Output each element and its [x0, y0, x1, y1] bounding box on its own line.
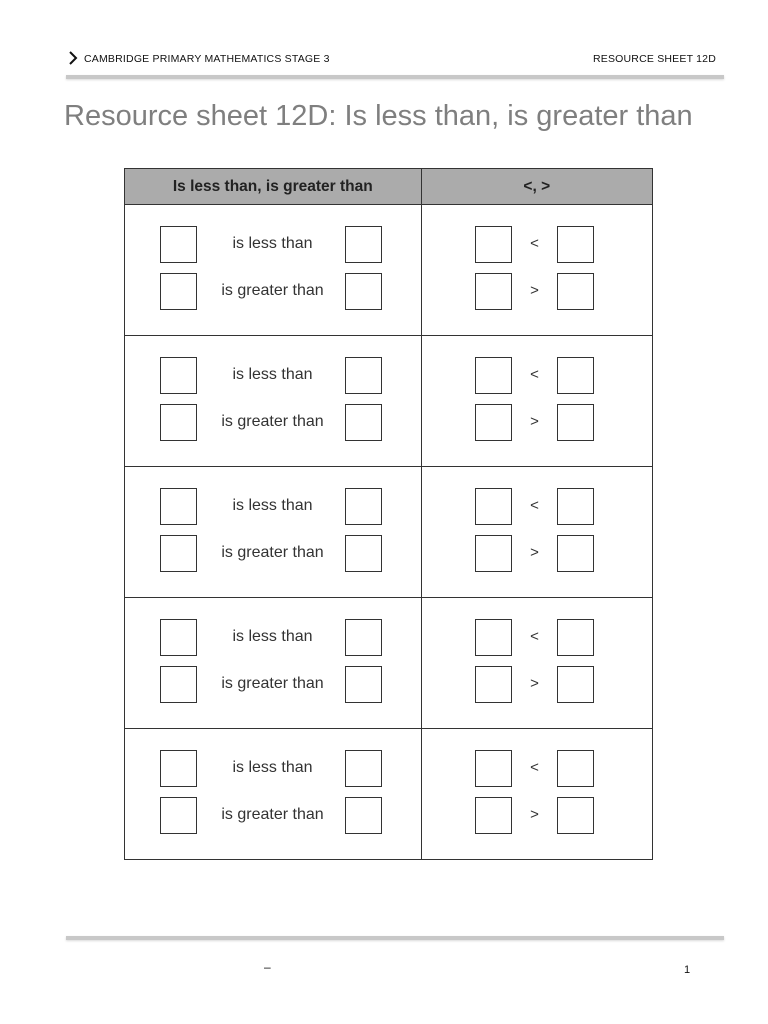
comparison-phrase: is less than: [232, 759, 313, 776]
answer-box[interactable]: [557, 357, 594, 394]
comparison-sentence: [125, 666, 421, 706]
comparison-symbol: <: [530, 759, 539, 776]
answer-box[interactable]: [557, 797, 594, 834]
page-number: 1: [684, 964, 691, 976]
answer-box[interactable]: [160, 404, 197, 441]
answer-box[interactable]: [345, 488, 382, 525]
comparison-symbol: >: [530, 806, 539, 823]
table-row: [125, 729, 653, 860]
answer-box[interactable]: [160, 535, 197, 572]
comparison-sentence: [125, 619, 421, 659]
answer-box[interactable]: [557, 404, 594, 441]
comparison-phrase: is greater than: [221, 544, 324, 561]
comparison-phrase: is greater than: [221, 675, 324, 692]
comparison-expression: [422, 273, 652, 313]
comparison-symbol: <: [530, 497, 539, 514]
answer-box[interactable]: [475, 357, 512, 394]
table-header-row: [125, 169, 653, 205]
comparison-sentence: [125, 226, 421, 266]
comparison-symbol: <: [530, 628, 539, 645]
comparison-symbol: >: [530, 282, 539, 299]
comparison-symbol: >: [530, 413, 539, 430]
symbols-cell: [421, 205, 652, 336]
page-header: [64, 50, 716, 70]
words-cell: [125, 467, 422, 598]
chevron-right-icon: [67, 51, 79, 65]
answer-box[interactable]: [557, 488, 594, 525]
series-title: CAMBRIDGE PRIMARY MATHEMATICS STAGE 3: [84, 53, 330, 65]
answer-box[interactable]: [475, 226, 512, 263]
comparison-expression: [422, 619, 652, 659]
answer-box[interactable]: [345, 619, 382, 656]
answer-box[interactable]: [160, 666, 197, 703]
table-row: [125, 205, 653, 336]
answer-box[interactable]: [475, 750, 512, 787]
comparison-phrase: is less than: [232, 628, 313, 645]
answer-box[interactable]: [557, 619, 594, 656]
column-header-symbols: <, >: [421, 169, 652, 205]
answer-box[interactable]: [557, 666, 594, 703]
comparison-phrase: is greater than: [221, 413, 324, 430]
comparison-expression: [422, 488, 652, 528]
comparison-expression: [422, 797, 652, 837]
comparison-phrase: is greater than: [221, 806, 324, 823]
comparison-sentence: [125, 797, 421, 837]
comparison-sentence: [125, 750, 421, 790]
table-row: [125, 467, 653, 598]
answer-box[interactable]: [160, 797, 197, 834]
column-header-words: Is less than, is greater than: [125, 169, 422, 205]
page-title: Resource sheet 12D: Is less than, is greater than: [64, 100, 693, 132]
comparison-table: [124, 168, 653, 860]
symbols-cell: [421, 598, 652, 729]
answer-box[interactable]: [160, 488, 197, 525]
comparison-phrase: is less than: [232, 366, 313, 383]
answer-box[interactable]: [557, 273, 594, 310]
comparison-sentence: [125, 357, 421, 397]
comparison-symbol: >: [530, 544, 539, 561]
answer-box[interactable]: [557, 535, 594, 572]
header-divider: [66, 75, 724, 79]
comparison-expression: [422, 535, 652, 575]
answer-box[interactable]: [475, 404, 512, 441]
words-cell: [125, 598, 422, 729]
comparison-phrase: is less than: [232, 497, 313, 514]
answer-box[interactable]: [557, 750, 594, 787]
comparison-sentence: [125, 488, 421, 528]
answer-box[interactable]: [160, 226, 197, 263]
words-cell: [125, 336, 422, 467]
answer-box[interactable]: [475, 619, 512, 656]
answer-box[interactable]: [160, 750, 197, 787]
sheet-label: RESOURCE SHEET 12D: [592, 53, 716, 65]
table-row: [125, 336, 653, 467]
answer-box[interactable]: [475, 535, 512, 572]
answer-box[interactable]: [475, 797, 512, 834]
comparison-symbol: <: [530, 366, 539, 383]
answer-box[interactable]: [160, 273, 197, 310]
comparison-expression: [422, 404, 652, 444]
comparison-symbol: <: [530, 235, 539, 252]
words-cell: [125, 205, 422, 336]
answer-box[interactable]: [160, 619, 197, 656]
answer-box[interactable]: [475, 666, 512, 703]
answer-box[interactable]: [345, 666, 382, 703]
answer-box[interactable]: [475, 488, 512, 525]
footer-mark: –: [264, 960, 271, 974]
comparison-sentence: [125, 273, 421, 313]
table-row: [125, 598, 653, 729]
answer-box[interactable]: [345, 404, 382, 441]
comparison-phrase: is less than: [232, 235, 313, 252]
answer-box[interactable]: [160, 357, 197, 394]
symbols-cell: [421, 467, 652, 598]
answer-box[interactable]: [345, 797, 382, 834]
answer-box[interactable]: [345, 226, 382, 263]
footer-divider: [66, 936, 724, 940]
comparison-expression: [422, 750, 652, 790]
comparison-expression: [422, 666, 652, 706]
answer-box[interactable]: [345, 357, 382, 394]
comparison-symbol: >: [530, 675, 539, 692]
answer-box[interactable]: [475, 273, 512, 310]
comparison-sentence: [125, 535, 421, 575]
answer-box[interactable]: [557, 226, 594, 263]
words-cell: [125, 729, 422, 860]
answer-box[interactable]: [345, 535, 382, 572]
answer-box[interactable]: [345, 750, 382, 787]
comparison-phrase: is greater than: [221, 282, 324, 299]
comparison-sentence: [125, 404, 421, 444]
symbols-cell: [421, 729, 652, 860]
answer-box[interactable]: [345, 273, 382, 310]
symbols-cell: [421, 336, 652, 467]
comparison-expression: [422, 226, 652, 266]
comparison-expression: [422, 357, 652, 397]
